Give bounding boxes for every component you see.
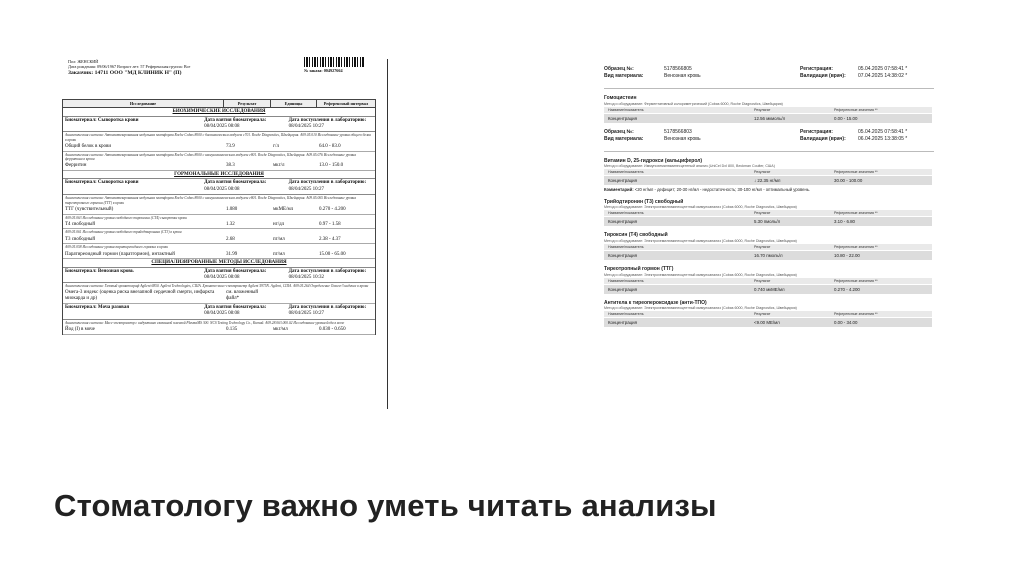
col-test: Исследование — [63, 100, 224, 107]
result-value: 5.30 пмоль/л — [754, 219, 781, 225]
col-name: Название/показатель — [608, 278, 644, 283]
result-value: ↓ 22.35 нг/мл — [754, 178, 781, 184]
lab-report-left — [62, 55, 388, 410]
test-table — [604, 210, 932, 226]
test-unit: мкг/мл — [273, 326, 288, 332]
material-value: Венозная кровь — [664, 73, 701, 79]
date-received-value: 08/04/2025 10:27 — [288, 186, 324, 192]
date-taken — [202, 304, 286, 319]
test-block — [604, 232, 934, 260]
table-row — [63, 290, 375, 305]
divider — [604, 88, 934, 89]
test-unit: г/л — [273, 143, 279, 149]
section-title: СПЕЦИАЛИЗИРОВАННЫЕ МЕТОДЫ ИССЛЕДОВАНИЯ — [63, 259, 375, 267]
date-taken-value: 08/04/2025 08:08 — [204, 311, 240, 317]
biomaterial-row — [63, 179, 375, 195]
date-taken — [202, 268, 286, 283]
result-value: <9.00 МЕ/мл — [754, 320, 780, 326]
table-row — [63, 206, 375, 214]
sample-number: 5178566805 — [664, 66, 692, 72]
validation-value: 06.04.2025 13:38:05 * — [858, 135, 908, 142]
biomaterial: Биоматериал: Моча разовая — [65, 305, 130, 311]
col-ref: Референсные значения ** — [834, 312, 878, 317]
date-received-value: 08/04/2025 10:32 — [288, 274, 324, 280]
biomaterial-row — [63, 117, 375, 133]
slide-title: Стоматологу важно уметь читать анализы — [54, 488, 717, 523]
test-title: Трийодтиронин (Т3) свободный — [604, 198, 684, 205]
test-method: Метод и оборудование: Ферментативный колориметрический (Cobas 6000, Roche Diagnostics, Швейцария) — [604, 101, 783, 106]
result-name: Концентрация — [608, 253, 637, 258]
col-name: Название/показатель — [608, 211, 644, 216]
registration-label: Регистрация: — [800, 66, 833, 72]
validation-label: Валидация (врач): — [800, 135, 846, 142]
test-name: Омега-3 индекс (оценка риска внезапной сердечной смерти, инфаркта миокарда и др) — [65, 290, 215, 302]
test-name: Т4 свободный — [65, 221, 96, 227]
table-row — [604, 176, 932, 185]
test-result: 1.32 — [226, 221, 235, 227]
table-row — [604, 217, 932, 226]
method-note: А09.05.063 Исследование уровня свободного тироксина (СТ4) сыворотки крови — [65, 215, 187, 220]
table-row — [63, 236, 375, 244]
test-table-header — [604, 244, 932, 250]
col-result: Результат — [754, 278, 771, 283]
date-taken-label: Дата взятия биоматериала: — [204, 305, 267, 311]
result-ref: 30.00 - 100.00 — [834, 178, 863, 184]
section-title: БИОХИМИЧЕСКИЕ ИССЛЕДОВАНИЯ — [63, 108, 375, 116]
date-received-value: 08/04/2025 10:27 — [288, 123, 324, 129]
date-taken — [202, 179, 286, 194]
date-taken-value: 08/04/2025 08:08 — [204, 186, 240, 192]
test-result: 2.68 — [226, 236, 235, 242]
col-ref: Референсные значения ** — [834, 170, 878, 175]
test-result: см. вложенный файл* — [226, 290, 259, 302]
table-row — [604, 251, 932, 260]
test-table — [604, 169, 932, 185]
date-received — [287, 179, 375, 194]
date-received-label: Дата поступления в лабораторию: — [288, 117, 367, 123]
table-row — [63, 163, 375, 171]
result-ref: 0.00 - 34.00 — [834, 320, 858, 326]
test-result: 1.080 — [226, 206, 238, 212]
date-received-label: Дата поступления в лабораторию: — [288, 268, 367, 274]
sample-label: Образец №: — [604, 66, 634, 72]
col-result: Результат — [754, 107, 771, 112]
date-taken-value: 08/04/2025 08:08 — [204, 123, 240, 129]
col-name: Название/показатель — [608, 312, 644, 317]
biomaterial-row — [63, 268, 375, 284]
test-ref: 0.030 - 0.650 — [319, 326, 346, 332]
test-unit: пг/мл — [273, 251, 285, 257]
test-name: Йод (I) в моче — [65, 326, 95, 332]
test-result: 31.99 — [226, 251, 238, 257]
test-method: Метод и оборудование: Иммунохемилюминесцентный анализ (UniCel DxI 800, Beckman Coulter, США) — [604, 164, 775, 169]
table-row — [604, 318, 932, 327]
date-received — [287, 268, 375, 283]
sample-label: Образец №: — [604, 128, 634, 135]
section-title: ГОРМОНАЛЬНЫЕ ИССЛЕДОВАНИЯ — [63, 171, 375, 179]
table-header — [63, 100, 375, 108]
patient-sex: Пол: ЖЕНСКИЙ — [68, 59, 99, 64]
method-note: А09.05.061 Исследование уровня свободного трийодтиронина (СТ3) в крови — [65, 230, 182, 235]
test-result: 73.9 — [226, 143, 235, 149]
test-unit: нг/дл — [273, 221, 285, 227]
test-unit: пг/мл — [273, 236, 285, 242]
biomaterial: Биоматериал: Сыворотка крови — [65, 117, 139, 123]
registration-value: 05.04.2025 07:58:41 * — [858, 66, 908, 72]
material-label: Вид материала: — [604, 135, 644, 142]
test-ref: 13.0 - 150.0 — [319, 163, 344, 169]
test-result: 0.135 — [226, 326, 238, 332]
test-unit — [271, 290, 317, 304]
results-table — [62, 99, 376, 335]
table-row — [604, 285, 932, 294]
col-result: Результат — [754, 211, 771, 216]
col-result: Результат — [754, 245, 771, 249]
comment-label: Комментарий: — [604, 187, 634, 193]
test-ref: 0.270 - 4.200 — [319, 206, 346, 212]
test-table-header — [604, 169, 932, 175]
result-value: 12.56 мкмоль/л — [754, 115, 786, 121]
test-table-header — [604, 278, 932, 284]
test-block — [604, 158, 934, 193]
test-block — [604, 95, 934, 123]
test-table-header — [604, 107, 932, 113]
registration-value: 05.04.2025 07:58:41 * — [858, 128, 908, 135]
test-table — [604, 107, 932, 123]
result-name: Концентрация — [608, 320, 637, 326]
col-result: Результат — [224, 100, 271, 107]
test-unit: мкг/л — [273, 163, 285, 169]
table-row — [604, 114, 932, 123]
test-block — [604, 266, 934, 294]
result-value: 16.70 пмоль/л — [754, 253, 783, 258]
table-row — [63, 251, 375, 259]
material-value: Венозная кровь — [664, 135, 701, 142]
result-name: Концентрация — [608, 115, 637, 121]
method-note: Аналитическая система: Автоматизированная модульная платформа Roche Cobas 8000 с биохимическим модулем c701. Roche Diagnostics, Швейцария. А09.05.010 Исследование уровня общего белка в крови — [65, 133, 371, 142]
comment-text: <20 нг/мл - дефицит; 20-30 нг/мл - недостаточность; 30-100 нг/мл - оптимальный уровень. — [634, 187, 811, 193]
test-title: Тиреотропный гормон (ТТГ) — [604, 266, 674, 272]
table-row — [63, 143, 375, 151]
col-name: Название/показатель — [608, 170, 644, 175]
test-table-header — [604, 311, 932, 317]
test-table — [604, 311, 932, 327]
method-note: Аналитическая система: Газовый хроматограф Agilent 6850. Agilent Technologies, США. Хромато-масс-спектрометр Agilent 5975N. Agilent, США. А09.05.264 Определение Омега-3 индекса в крови — [65, 284, 369, 289]
biomaterial: Биоматериал: Сыворотка крови — [65, 180, 139, 186]
date-taken-label: Дата взятия биоматериала: — [204, 180, 267, 186]
test-unit: мкМЕ/мл — [273, 206, 294, 212]
test-table — [604, 244, 932, 260]
test-title: Антитела к тиреопероксидазе (анти-ТПО) — [604, 299, 707, 306]
col-unit: Единицы — [271, 100, 317, 107]
result-comment — [604, 187, 934, 193]
col-ref: Референсные значения ** — [834, 211, 878, 216]
test-name: Т3 свободный — [65, 236, 96, 242]
test-ref — [317, 290, 375, 304]
sample-meta — [604, 129, 934, 149]
test-method: Метод и оборудование: Электрохемилюминесцентный иммуноанализ (Cobas 6000, Roche Diagnostics, Швейцария) — [604, 238, 797, 243]
result-name: Концентрация — [608, 286, 637, 292]
table-row — [63, 221, 375, 229]
customer: Заказчик: 14711 ООО "МД КЛИНИК Н" (П) — [68, 69, 182, 76]
test-method: Метод и оборудование: Электрохемилюминесцентный иммуноанализ (Cobas 6000, Roche Diagnostics, Швейцария) — [604, 205, 797, 210]
test-block — [604, 300, 934, 328]
col-ref: Референсные значения ** — [834, 107, 878, 112]
test-name: Общий белок в крови — [65, 143, 112, 149]
test-result: 38.3 — [226, 163, 235, 169]
test-method: Метод и оборудование: Электрохемилюминесцентный иммуноанализ (Cobas 6000, Roche Diagnostics, Швейцария) — [604, 306, 797, 311]
test-name: ТТГ (чувствительный) — [65, 206, 114, 212]
sample-number: 5178566803 — [664, 128, 692, 135]
date-taken-label: Дата взятия биоматериала: — [204, 117, 267, 123]
result-name: Концентрация — [608, 219, 637, 225]
col-result: Результат — [754, 170, 771, 175]
method-note: Аналитическая система: Автоматизированная модульная платформа Roche Cobas 8000 с иммунохимическим модулем e801. Roche Diagnostics, Швейцария. А09.05.065 Исследование уровня тиреотропного гормона (ТТГ) в крови — [65, 195, 356, 205]
method-note: Аналитическая система: Автоматизированная модульная платформа Roche Cobas 8000 с иммунохимическим модулем e801. Roche Diagnostics, Швейцария. А09.05.076 Исследование уровня ферритина в крови — [65, 152, 356, 162]
page-edge-line — [387, 59, 388, 409]
test-ref: 0.97 - 1.58 — [319, 221, 341, 227]
test-title: Гомоцистеин — [604, 95, 637, 101]
date-taken-label: Дата взятия биоматериала: — [204, 268, 267, 274]
method-note: А09.05.058 Исследование уровня паратиреоидного гормона в крови — [65, 245, 168, 250]
validation-label: Валидация (врач): — [800, 73, 846, 79]
validation-value: 07.04.2025 14:38:02 * — [858, 73, 908, 79]
material-label: Вид материала: — [604, 73, 644, 79]
col-name: Название/показатель — [608, 107, 644, 112]
test-ref: 64.0 - 83.0 — [319, 143, 341, 149]
test-name: Паратиреоидный гормон (паратгормон), интактный — [65, 251, 175, 257]
result-ref: 10.80 - 22.00 — [834, 253, 860, 258]
test-name: Ферритин — [65, 163, 87, 169]
patient-header — [68, 59, 268, 77]
order-barcode — [304, 57, 368, 73]
col-ref: Референсный интервал — [323, 101, 369, 106]
date-taken-value: 08/04/2025 08:08 — [204, 274, 240, 280]
patient-birth: Дата рождения: 09/06/1967 Возраст лет: 57 Референсная группа: Все — [68, 64, 191, 70]
date-received-value: 08/04/2025 10:27 — [288, 311, 324, 317]
result-ref: 0.00 - 15.00 — [834, 115, 858, 121]
biomaterial-row — [63, 304, 375, 320]
result-ref: 3.10 - 6.80 — [834, 219, 855, 225]
result-value: 0.740 мкМЕ/мл — [754, 286, 785, 292]
biomaterial: Биоматериал: Венозная кровь — [65, 268, 134, 274]
lab-report-right — [604, 66, 934, 446]
date-received — [287, 117, 375, 132]
date-received — [287, 304, 375, 319]
table-row — [63, 326, 375, 334]
test-title: Витамин D, 25-гидрокси (кальциферол) — [604, 157, 703, 164]
barcode-icon — [304, 57, 364, 67]
test-table-header — [604, 210, 932, 216]
result-name: Концентрация — [608, 178, 637, 184]
test-title: Тироксин (Т4) свободный — [604, 232, 668, 239]
test-method: Метод и оборудование: Электрохемилюминесцентный иммуноанализ (Cobas 6000, Roche Diagnostics, Швейцария) — [604, 272, 797, 277]
test-ref: 2.38 - 4.37 — [319, 236, 341, 242]
registration-label: Регистрация: — [800, 128, 833, 135]
test-ref: 15.00 - 65.00 — [319, 251, 346, 257]
col-name: Название/показатель — [608, 245, 644, 249]
test-block — [604, 199, 934, 227]
order-number: № заказа: 004927664 — [304, 68, 343, 73]
divider — [604, 151, 934, 152]
sample-meta — [604, 66, 934, 86]
date-received-label: Дата поступления в лабораторию: — [288, 180, 367, 186]
date-received-label: Дата поступления в лабораторию: — [288, 305, 367, 311]
col-ref: Референсные значения ** — [834, 278, 878, 283]
date-taken — [202, 117, 286, 132]
result-ref: 0.270 - 4.200 — [834, 286, 860, 292]
test-table — [604, 278, 932, 294]
method-note: Аналитическая система: Масс-спектрометр с индуктивно связанной плазмой PlasmaMS 300. NCS Testing Technology Co., Китай. А09.28.063.000.02 Исследование уровня йода в моче — [65, 320, 345, 325]
col-result: Результат — [754, 312, 771, 317]
col-ref: Референсные значения ** — [834, 245, 878, 249]
